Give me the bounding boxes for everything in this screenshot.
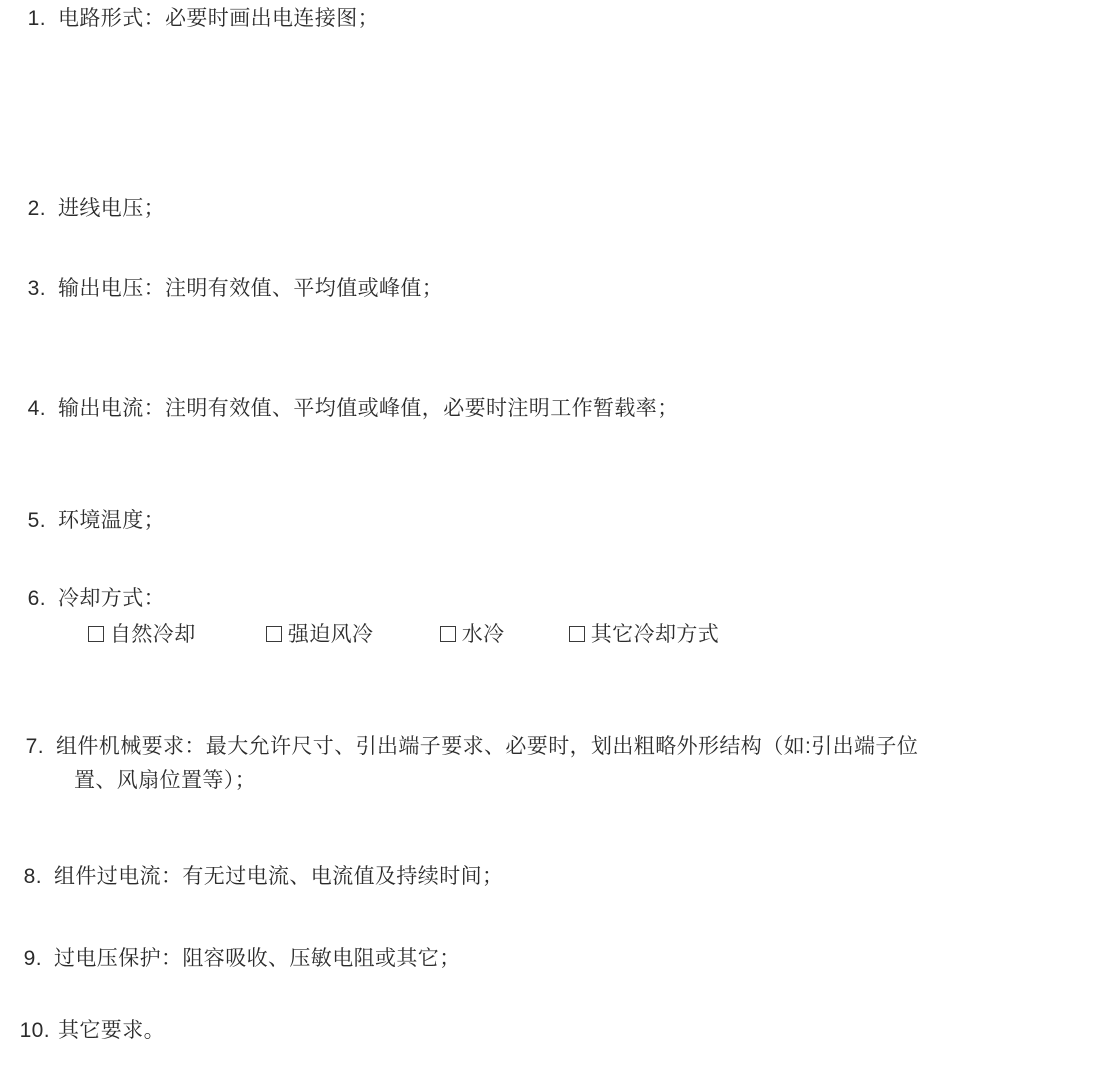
list-item-number: 7. xyxy=(25,735,44,758)
list-item-body xyxy=(58,272,1105,306)
list-item xyxy=(14,392,1105,426)
list-item-number: 1. xyxy=(27,7,46,30)
list-item-text: 环境温度； xyxy=(58,509,165,532)
list-item xyxy=(10,860,1105,894)
list-item-text: 组件过电流：有无过电流、电流值及持续时间； xyxy=(54,865,504,888)
checkbox-icon[interactable] xyxy=(88,626,104,642)
checkbox-option-water-cooling[interactable] xyxy=(440,619,505,651)
list-item-number: 4. xyxy=(27,397,46,420)
list-item xyxy=(14,582,1105,652)
list-item-text: 电路形式：必要时画出电连接图； xyxy=(58,7,379,30)
list-item-body xyxy=(58,582,1105,652)
checkbox-label: 水冷 xyxy=(461,623,505,646)
list-item-body xyxy=(58,192,1105,226)
list-item-text-line2: 置、风扇位置等）； xyxy=(74,769,257,792)
checkbox-icon[interactable] xyxy=(266,626,282,642)
list-item xyxy=(14,192,1105,226)
checkbox-option-natural-cooling[interactable] xyxy=(88,619,196,651)
list-item-body xyxy=(54,942,1104,976)
list-item xyxy=(14,272,1105,306)
list-item-number: 9. xyxy=(23,947,42,970)
list-item xyxy=(6,1014,1105,1048)
list-item-text: 过电压保护：阻容吸收、压敏电阻或其它； xyxy=(54,947,461,970)
list-item-number: 5. xyxy=(27,509,46,532)
checkbox-option-forced-air-cooling[interactable] xyxy=(266,619,374,651)
list-item-text: 其它要求。 xyxy=(58,1019,165,1042)
list-item-text: 冷却方式： xyxy=(58,587,165,610)
list-item-body xyxy=(56,730,1106,798)
list-item-text: 输出电流：注明有效值、平均值或峰值，必要时注明工作暂载率； xyxy=(58,397,679,420)
checkbox-label: 强迫风冷 xyxy=(287,623,374,646)
list-item-number: 3. xyxy=(27,277,46,300)
list-item-number: 6. xyxy=(27,587,46,610)
list-item-text: 进线电压； xyxy=(58,197,165,220)
list-item-body xyxy=(58,504,1105,538)
list-item xyxy=(14,504,1105,538)
list-item-text: 输出电压：注明有效值、平均值或峰值； xyxy=(58,277,444,300)
list-item-number: 8. xyxy=(23,865,42,888)
checkbox-label: 自然冷却 xyxy=(110,623,196,646)
list-item xyxy=(10,942,1105,976)
list-item-body xyxy=(54,860,1104,894)
cooling-method-options xyxy=(58,618,1105,652)
list-item-text-line1: 组件机械要求：最大允许尺寸、引出端子要求、必要时，划出粗略外形结构（如:引出端子位 xyxy=(56,735,919,758)
checkbox-icon[interactable] xyxy=(440,626,456,642)
list-item-body xyxy=(58,392,1105,426)
list-item-body xyxy=(58,2,1105,36)
list-item-number: 2. xyxy=(27,197,46,220)
checkbox-label: 其它冷却方式 xyxy=(590,623,720,646)
list-item xyxy=(14,2,1105,36)
checkbox-icon[interactable] xyxy=(569,626,585,642)
list-item-body xyxy=(58,1014,1105,1048)
list-item-number: 10. xyxy=(19,1019,50,1042)
list-item xyxy=(12,730,1115,798)
checkbox-option-other-cooling[interactable] xyxy=(569,619,719,651)
